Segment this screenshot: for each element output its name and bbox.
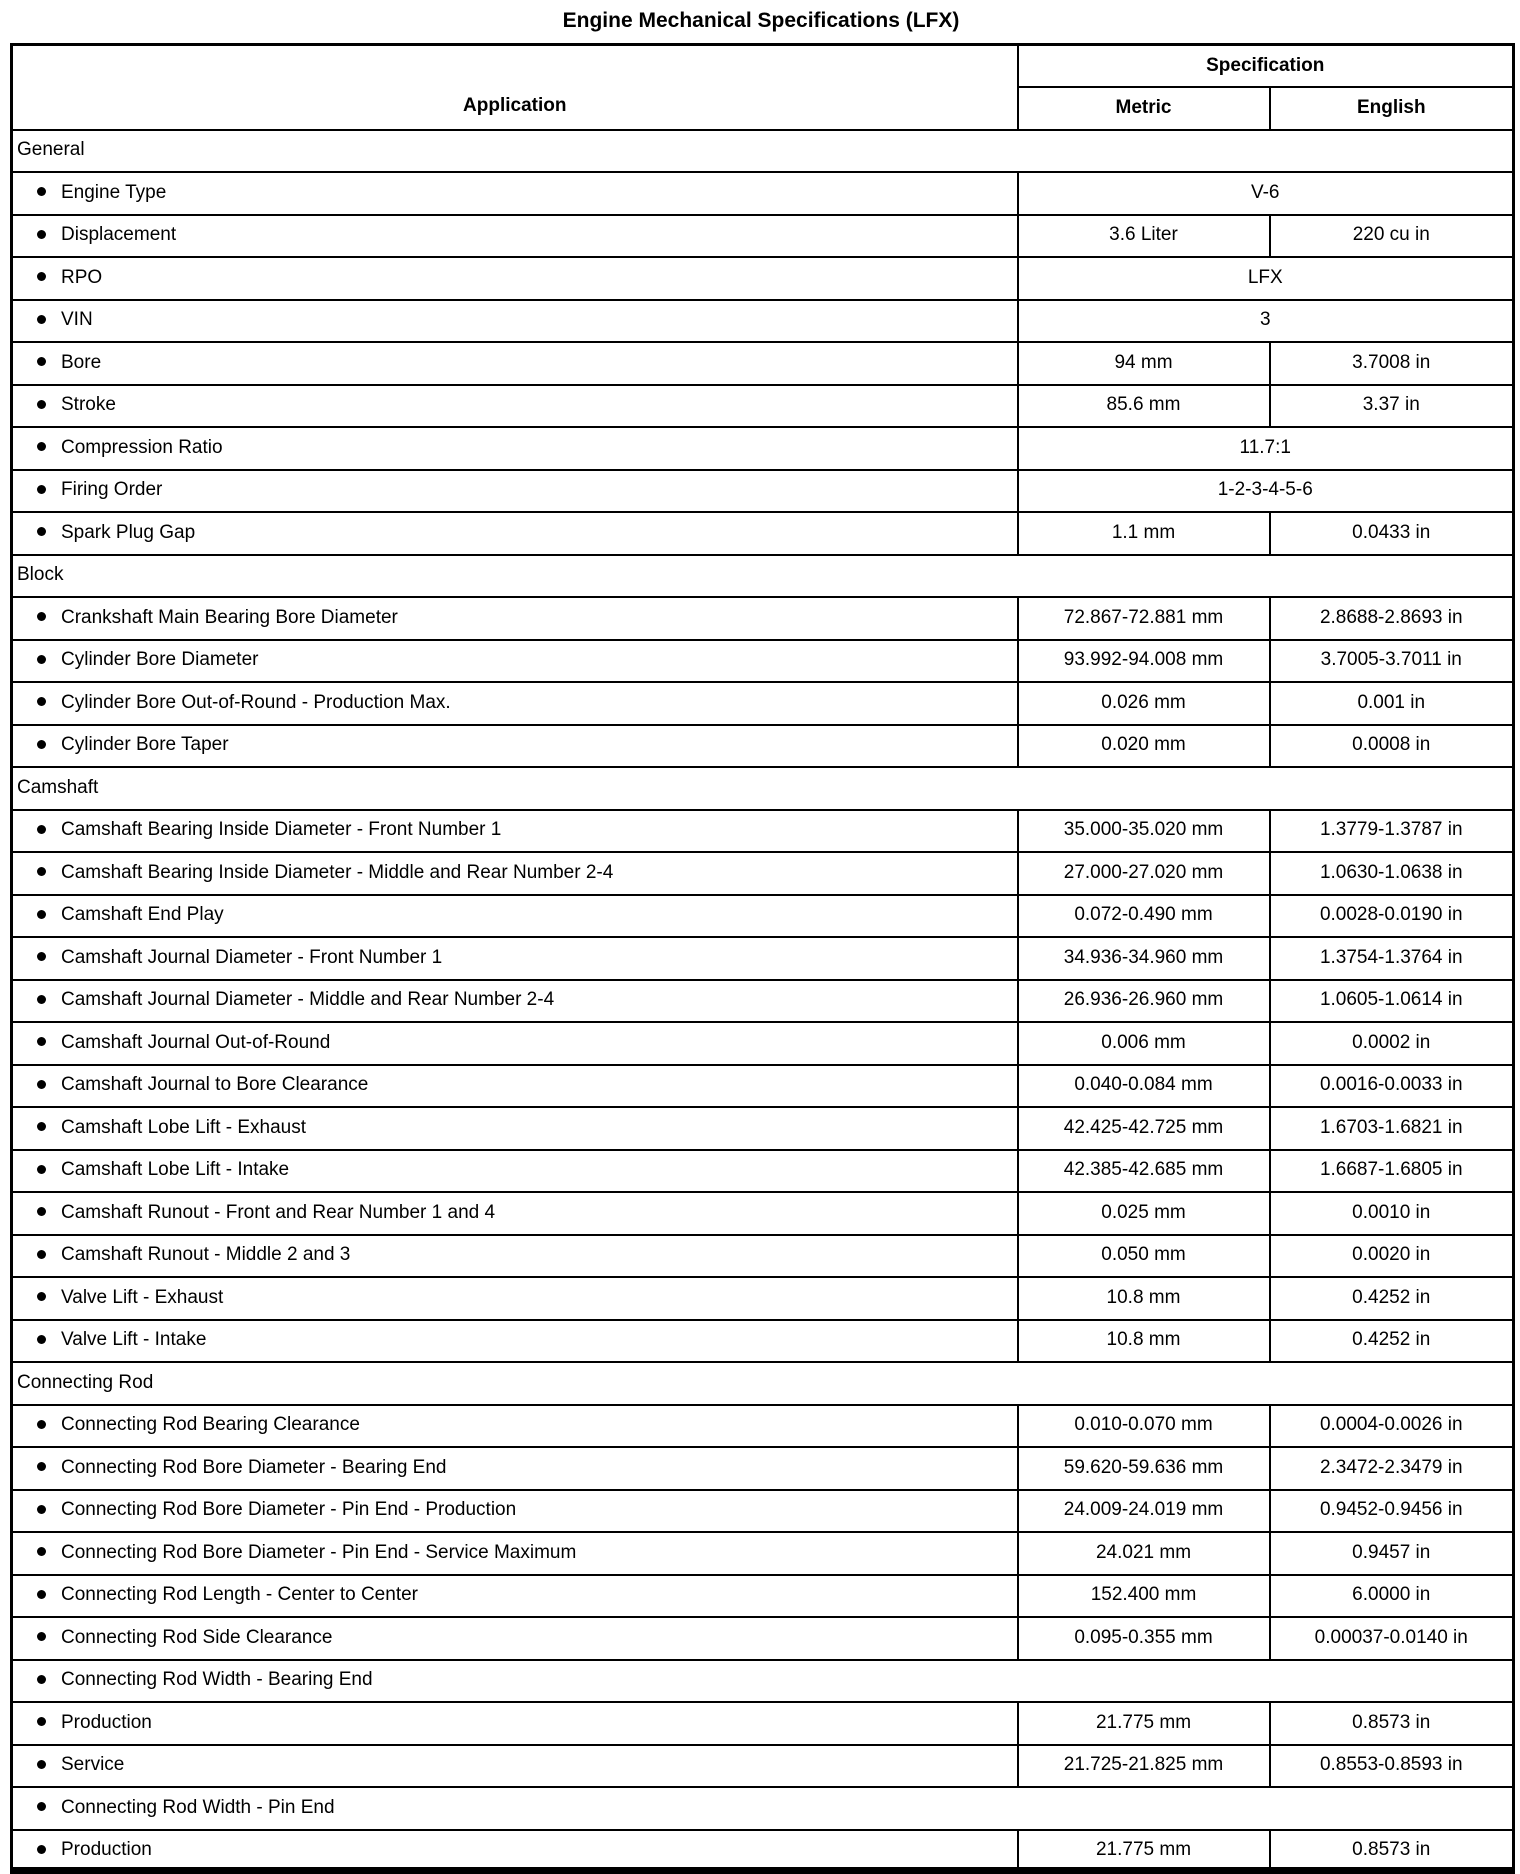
english-value: 1.6703-1.6821 in (1270, 1107, 1514, 1150)
spec-label: Connecting Rod Width - Bearing End (61, 1669, 373, 1691)
spec-row (12, 1192, 1514, 1235)
bullet-icon (37, 1845, 46, 1854)
spec-label-cell (12, 1320, 1018, 1363)
section-label: Connecting Rod (12, 1362, 1514, 1405)
english-value: 1.0605-1.0614 in (1270, 980, 1514, 1023)
spec-label-cell (12, 640, 1018, 683)
english-value: 2.8688-2.8693 in (1270, 597, 1514, 640)
spec-row (12, 512, 1514, 555)
english-value: 3.7008 in (1270, 342, 1514, 385)
english-value: 0.0010 in (1270, 1192, 1514, 1235)
bullet-icon (37, 910, 46, 919)
spec-label: Camshaft Lobe Lift - Intake (61, 1159, 290, 1181)
metric-value: 94 mm (1018, 342, 1270, 385)
metric-value: 34.936-34.960 mm (1018, 937, 1270, 980)
spec-row (12, 980, 1514, 1023)
metric-column-header: Metric (1018, 87, 1270, 130)
spec-label: Cylinder Bore Taper (61, 734, 229, 756)
bullet-icon (37, 1335, 46, 1344)
spec-row (12, 1532, 1514, 1575)
spec-label: RPO (61, 266, 103, 288)
spec-label-cell (12, 470, 1018, 513)
bullet-icon (37, 527, 46, 536)
metric-value: 59.620-59.636 mm (1018, 1447, 1270, 1490)
metric-value: 24.021 mm (1018, 1532, 1270, 1575)
bullet-icon (37, 485, 46, 494)
spec-row (12, 1617, 1514, 1660)
bullet-icon (37, 357, 46, 366)
bullet-icon (37, 230, 46, 239)
spec-label: Camshaft End Play (61, 904, 224, 926)
spec-label-cell (12, 1192, 1018, 1235)
spec-row (12, 1022, 1514, 1065)
bullet-icon (37, 187, 46, 196)
spec-row (12, 1320, 1514, 1363)
bullet-icon (37, 1675, 46, 1684)
metric-value: 24.009-24.019 mm (1018, 1490, 1270, 1533)
spec-row (12, 682, 1514, 725)
section-row (12, 767, 1514, 810)
spec-label-cell (12, 1447, 1018, 1490)
metric-value: 3.6 Liter (1018, 215, 1270, 258)
spec-row (12, 640, 1514, 683)
spec-row (12, 1150, 1514, 1193)
metric-value: 42.385-42.685 mm (1018, 1150, 1270, 1193)
english-value: 1.3779-1.3787 in (1270, 810, 1514, 853)
english-value: 0.0020 in (1270, 1235, 1514, 1278)
bullet-icon (37, 1547, 46, 1556)
english-value: 0.4252 in (1270, 1320, 1514, 1363)
english-value: 6.0000 in (1270, 1575, 1514, 1618)
spec-label: Connecting Rod Bearing Clearance (61, 1414, 360, 1436)
english-value: 3.7005-3.7011 in (1270, 640, 1514, 683)
bullet-icon (37, 1037, 46, 1046)
bullet-icon (37, 1462, 46, 1471)
spec-row (12, 1660, 1514, 1703)
bullet-icon (37, 740, 46, 749)
english-value: 2.3472-2.3479 in (1270, 1447, 1514, 1490)
spec-label: Connecting Rod Length - Center to Center (61, 1584, 418, 1606)
spec-label-cell (12, 172, 1018, 215)
metric-value: 21.775 mm (1018, 1830, 1270, 1873)
english-value: 0.0004-0.0026 in (1270, 1405, 1514, 1448)
bullet-icon (37, 1590, 46, 1599)
spec-row (12, 1235, 1514, 1278)
table-body (12, 130, 1514, 1873)
section-row (12, 1362, 1514, 1405)
spec-row (12, 1787, 1514, 1830)
english-value: 0.8573 in (1270, 1702, 1514, 1745)
spec-label-cell (12, 300, 1018, 343)
metric-value: 26.936-26.960 mm (1018, 980, 1270, 1023)
bullet-icon (37, 272, 46, 281)
shared-value: V-6 (1018, 172, 1514, 215)
spec-label: Camshaft Journal Out-of-Round (61, 1031, 331, 1053)
metric-value: 21.725-21.825 mm (1018, 1745, 1270, 1788)
spec-label-cell (12, 937, 1018, 980)
english-value: 0.0002 in (1270, 1022, 1514, 1065)
bullet-icon (37, 697, 46, 706)
spec-label: Connecting Rod Bore Diameter - Pin End - Production (61, 1499, 517, 1521)
spec-label: Camshaft Runout - Middle 2 and 3 (61, 1244, 351, 1266)
bullet-icon (37, 1250, 46, 1259)
section-label: Block (12, 555, 1514, 598)
spec-label: Engine Type (61, 181, 167, 203)
spec-row (12, 1745, 1514, 1788)
bullet-icon (37, 867, 46, 876)
spec-row (12, 597, 1514, 640)
spec-row (12, 937, 1514, 980)
shared-value: 11.7:1 (1018, 427, 1514, 470)
spec-label: Connecting Rod Bore Diameter - Pin End - Service Maximum (61, 1541, 577, 1563)
specification-column-header: Specification (1018, 45, 1514, 88)
spec-label-cell (12, 257, 1018, 300)
table-header (12, 45, 1514, 130)
english-value: 0.8573 in (1270, 1830, 1514, 1873)
english-value: 0.0433 in (1270, 512, 1514, 555)
spec-label-cell (12, 1830, 1018, 1873)
spec-row (12, 300, 1514, 343)
metric-value: 0.026 mm (1018, 682, 1270, 725)
bullet-icon (37, 1207, 46, 1216)
spec-label-cell (12, 852, 1018, 895)
spec-label: Displacement (61, 224, 177, 246)
spec-row (12, 215, 1514, 258)
metric-value: 0.006 mm (1018, 1022, 1270, 1065)
spec-label: Connecting Rod Side Clearance (61, 1626, 333, 1648)
spec-row (12, 1702, 1514, 1745)
english-value: 0.00037-0.0140 in (1270, 1617, 1514, 1660)
cropped-table-border (10, 1867, 1512, 1874)
spec-label: Camshaft Runout - Front and Rear Number 1 and 4 (61, 1201, 496, 1223)
spec-label: Cylinder Bore Diameter (61, 649, 259, 671)
bullet-icon (37, 825, 46, 834)
metric-value: 0.040-0.084 mm (1018, 1065, 1270, 1108)
metric-value: 1.1 mm (1018, 512, 1270, 555)
spec-row (12, 470, 1514, 513)
header-row-1 (12, 45, 1514, 88)
spec-row (12, 257, 1514, 300)
shared-value: 1-2-3-4-5-6 (1018, 470, 1514, 513)
english-value: 0.0028-0.0190 in (1270, 895, 1514, 938)
spec-row (12, 725, 1514, 768)
english-value: 3.37 in (1270, 385, 1514, 428)
spec-row (12, 1447, 1514, 1490)
english-value: 0.0008 in (1270, 725, 1514, 768)
spec-label-cell (12, 1150, 1018, 1193)
english-value: 1.0630-1.0638 in (1270, 852, 1514, 895)
spec-row (12, 895, 1514, 938)
metric-value: 21.775 mm (1018, 1702, 1270, 1745)
spec-label: Spark Plug Gap (61, 521, 196, 543)
spec-label: Production (61, 1839, 152, 1861)
bullet-icon (37, 400, 46, 409)
bullet-icon (37, 442, 46, 451)
spec-label-cell (12, 1660, 1514, 1703)
spec-label: Cylinder Bore Out-of-Round - Production Max. (61, 691, 451, 713)
spec-row (12, 172, 1514, 215)
english-value: 0.0016-0.0033 in (1270, 1065, 1514, 1108)
spec-label-cell (12, 810, 1018, 853)
metric-value: 152.400 mm (1018, 1575, 1270, 1618)
english-column-header: English (1270, 87, 1514, 130)
metric-value: 10.8 mm (1018, 1277, 1270, 1320)
spec-row (12, 1490, 1514, 1533)
spec-label: Compression Ratio (61, 436, 223, 458)
spec-label: Bore (61, 351, 102, 373)
bullet-icon (37, 1420, 46, 1429)
english-value: 1.6687-1.6805 in (1270, 1150, 1514, 1193)
english-value: 0.001 in (1270, 682, 1514, 725)
metric-value: 72.867-72.881 mm (1018, 597, 1270, 640)
spec-row (12, 1405, 1514, 1448)
spec-label: VIN (61, 309, 93, 331)
spec-label-cell (12, 1617, 1018, 1660)
spec-label-cell (12, 1532, 1018, 1575)
spec-label-cell (12, 980, 1018, 1023)
english-value: 0.9457 in (1270, 1532, 1514, 1575)
metric-value: 10.8 mm (1018, 1320, 1270, 1363)
bullet-icon (37, 612, 46, 621)
spec-label: Crankshaft Main Bearing Bore Diameter (61, 606, 398, 628)
spec-label-cell (12, 385, 1018, 428)
section-row (12, 555, 1514, 598)
spec-row (12, 852, 1514, 895)
spec-label-cell (12, 1065, 1018, 1108)
bullet-icon (37, 1505, 46, 1514)
spec-label-cell (12, 1575, 1018, 1618)
spec-row (12, 1830, 1514, 1873)
spec-label: Stroke (61, 394, 116, 416)
bullet-icon (37, 1717, 46, 1726)
spec-row (12, 1107, 1514, 1150)
metric-value: 0.010-0.070 mm (1018, 1405, 1270, 1448)
metric-value: 0.025 mm (1018, 1192, 1270, 1235)
spec-label: Camshaft Lobe Lift - Exhaust (61, 1116, 307, 1138)
section-row (12, 130, 1514, 173)
metric-value: 35.000-35.020 mm (1018, 810, 1270, 853)
spec-label-cell (12, 1745, 1018, 1788)
spec-label-cell (12, 1277, 1018, 1320)
spec-label-cell (12, 427, 1018, 470)
metric-value: 93.992-94.008 mm (1018, 640, 1270, 683)
spec-label: Camshaft Bearing Inside Diameter - Front Number 1 (61, 819, 502, 841)
spec-label: Valve Lift - Intake (61, 1329, 207, 1351)
spec-row (12, 342, 1514, 385)
spec-label: Service (61, 1754, 125, 1776)
spec-label: Production (61, 1711, 152, 1733)
metric-value: 27.000-27.020 mm (1018, 852, 1270, 895)
section-label: General (12, 130, 1514, 173)
bullet-icon (37, 1802, 46, 1811)
english-value: 220 cu in (1270, 215, 1514, 258)
spec-row (12, 427, 1514, 470)
english-value: 0.9452-0.9456 in (1270, 1490, 1514, 1533)
spec-label-cell (12, 1490, 1018, 1533)
spec-label: Camshaft Bearing Inside Diameter - Middle and Rear Number 2-4 (61, 861, 614, 883)
spec-label-cell (12, 597, 1018, 640)
bullet-icon (37, 1165, 46, 1174)
english-value: 0.4252 in (1270, 1277, 1514, 1320)
spec-label-cell (12, 512, 1018, 555)
spec-row (12, 1575, 1514, 1618)
bullet-icon (37, 1122, 46, 1131)
spec-label: Camshaft Journal to Bore Clearance (61, 1074, 369, 1096)
bullet-icon (37, 1632, 46, 1641)
bullet-icon (37, 1292, 46, 1301)
spec-label-cell (12, 1235, 1018, 1278)
bullet-icon (37, 995, 46, 1004)
metric-value: 0.050 mm (1018, 1235, 1270, 1278)
bullet-icon (37, 1080, 46, 1089)
bullet-icon (37, 952, 46, 961)
metric-value: 42.425-42.725 mm (1018, 1107, 1270, 1150)
spec-label: Camshaft Journal Diameter - Middle and Rear Number 2-4 (61, 989, 555, 1011)
metric-value: 85.6 mm (1018, 385, 1270, 428)
spec-label-cell (12, 725, 1018, 768)
spec-label-cell (12, 1702, 1018, 1745)
spec-table (10, 43, 1515, 1874)
bullet-icon (37, 315, 46, 324)
spec-label-cell (12, 342, 1018, 385)
spec-row (12, 810, 1514, 853)
spec-row (12, 1065, 1514, 1108)
bullet-icon (37, 1760, 46, 1769)
spec-label: Connecting Rod Width - Pin End (61, 1796, 335, 1818)
section-label: Camshaft (12, 767, 1514, 810)
spec-label: Connecting Rod Bore Diameter - Bearing End (61, 1456, 447, 1478)
bullet-icon (37, 655, 46, 664)
page-title: Engine Mechanical Specifications (LFX) (562, 9, 960, 32)
metric-value: 0.072-0.490 mm (1018, 895, 1270, 938)
spec-label: Valve Lift - Exhaust (61, 1286, 224, 1308)
spec-label-cell (12, 895, 1018, 938)
metric-value: 0.095-0.355 mm (1018, 1617, 1270, 1660)
english-value: 1.3754-1.3764 in (1270, 937, 1514, 980)
spec-label-cell (12, 682, 1018, 725)
shared-value: 3 (1018, 300, 1514, 343)
metric-value: 0.020 mm (1018, 725, 1270, 768)
spec-label-cell (12, 1107, 1018, 1150)
english-value: 0.8553-0.8593 in (1270, 1745, 1514, 1788)
spec-row (12, 1277, 1514, 1320)
spec-label-cell (12, 1787, 1514, 1830)
spec-label: Camshaft Journal Diameter - Front Number 1 (61, 946, 443, 968)
application-column-header: Application (12, 45, 1018, 130)
spec-label-cell (12, 1022, 1018, 1065)
spec-row (12, 385, 1514, 428)
spec-label-cell (12, 1405, 1018, 1448)
spec-label: Firing Order (61, 479, 163, 501)
shared-value: LFX (1018, 257, 1514, 300)
spec-label-cell (12, 215, 1018, 258)
